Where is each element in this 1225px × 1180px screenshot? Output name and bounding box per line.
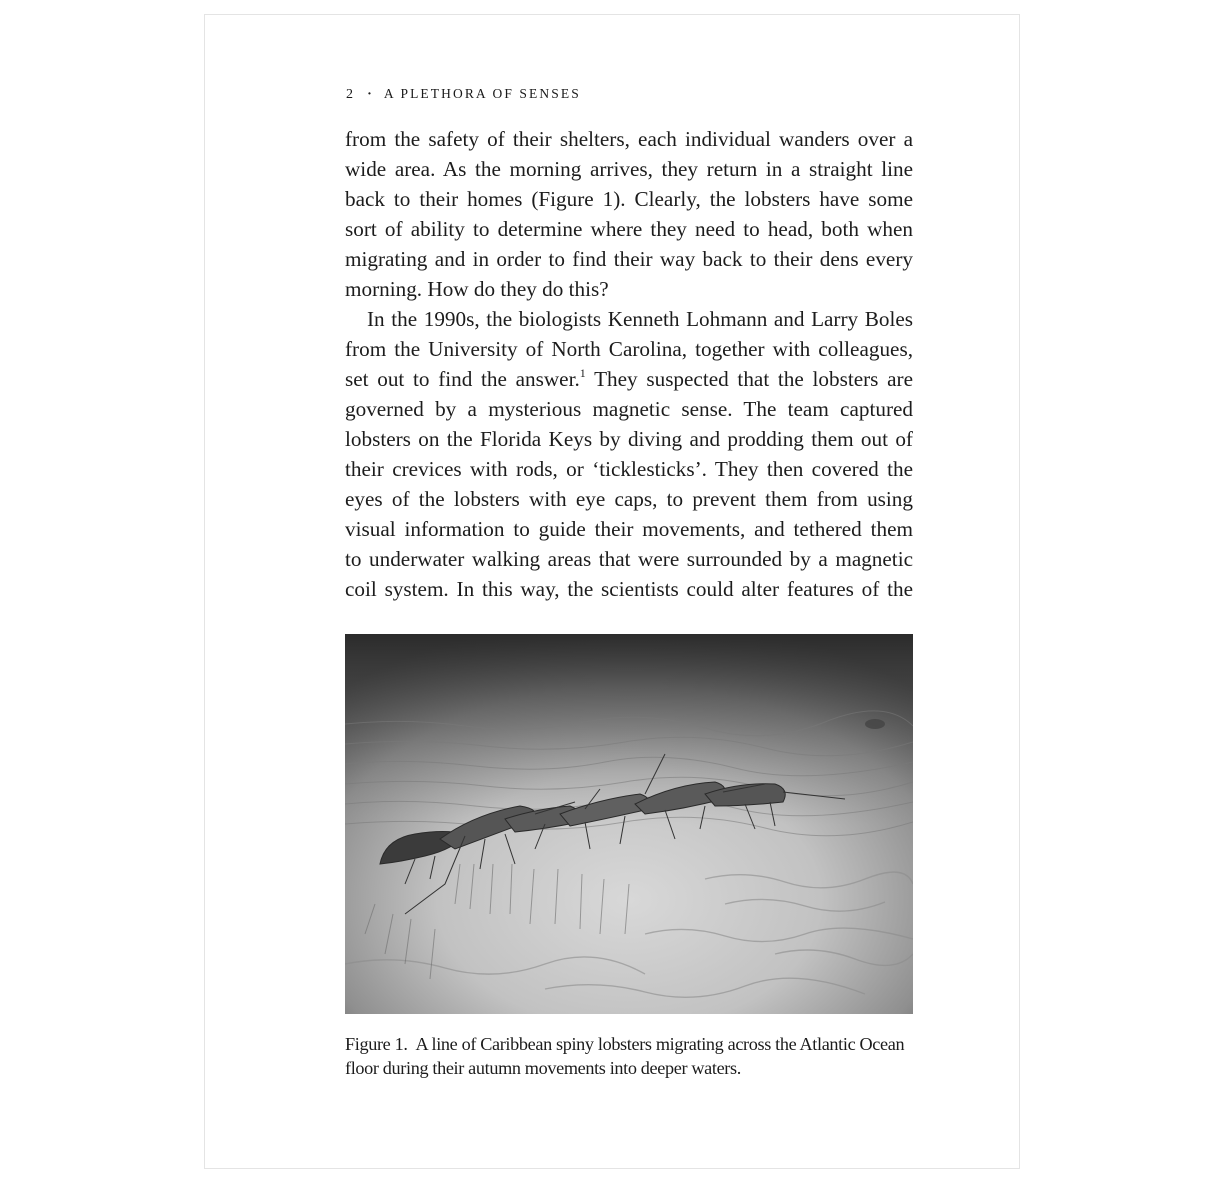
- text-segment: They suspected that the lobsters are: [594, 367, 913, 391]
- chapter-title: A PLETHORA OF SENSES: [383, 86, 581, 101]
- figure-caption: [345, 1032, 915, 1080]
- text-line: eyes of the lobsters with eye caps, to prevent them from using: [345, 487, 913, 511]
- text-line: back to their homes (Figure 1). Clearly, the lobsters have some: [345, 187, 913, 211]
- text-line: lobsters on the Florida Keys by diving and prodding them out of: [345, 427, 913, 451]
- lobster-photo-illustration: [345, 634, 913, 1014]
- text-line: visual information to guide their movements, and tethered them: [345, 517, 913, 541]
- text-line-with-footnote: [345, 364, 913, 394]
- text-line: sort of ability to determine where they need to head, both when: [345, 217, 913, 241]
- page-number: 2: [346, 87, 356, 102]
- running-head: [346, 86, 581, 103]
- header-separator: ·: [367, 87, 374, 102]
- caption-text: A line of Caribbean spiny lobsters migrating across the Atlantic Ocean floor during their autumn movements into deeper waters.: [345, 1034, 905, 1078]
- figure-image-lobsters: [345, 634, 913, 1014]
- text-line: governed by a mysterious magnetic sense. The team captured: [345, 397, 913, 421]
- text-segment: set out to find the answer.: [345, 367, 580, 391]
- text-line: morning. How do they do this?: [345, 277, 609, 301]
- body-text: [345, 124, 913, 604]
- text-line: wide area. As the morning arrives, they return in a straight line: [345, 157, 913, 181]
- text-line: from the University of North Carolina, together with colleagues,: [345, 337, 913, 361]
- text-line: migrating and in order to find their way back to their dens every: [345, 247, 913, 271]
- text-line: In the 1990s, the biologists Kenneth Lohmann and Larry Boles: [367, 307, 913, 331]
- text-line: their crevices with rods, or ‘ticklesticks’. They then covered the: [345, 457, 913, 481]
- text-line: coil system. In this way, the scientists could alter features of the: [345, 577, 913, 601]
- text-line: to underwater walking areas that were surrounded by a magnetic: [345, 547, 913, 571]
- text-line: from the safety of their shelters, each individual wanders over a: [345, 127, 913, 151]
- caption-label: Figure 1.: [345, 1034, 408, 1054]
- footnote-marker[interactable]: 1: [579, 366, 586, 380]
